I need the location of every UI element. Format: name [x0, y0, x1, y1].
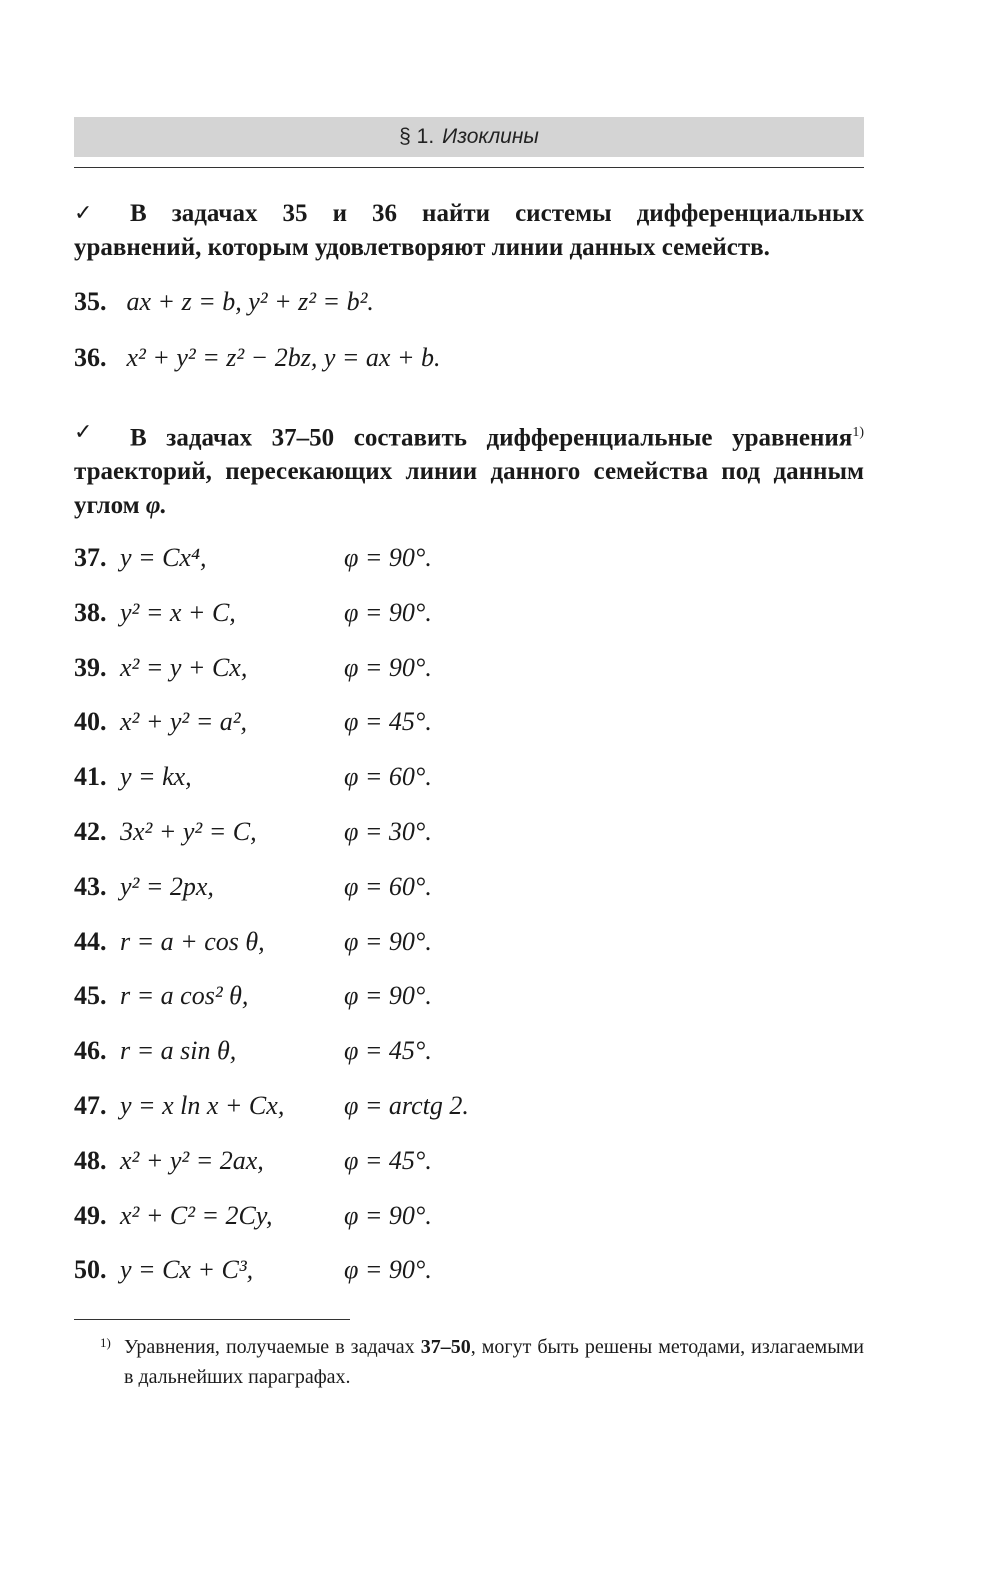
angle-condition: φ = 90°.: [344, 543, 432, 572]
angle-condition: φ = 90°.: [344, 926, 432, 956]
problem-row: [74, 1141, 864, 1181]
angle-condition: φ = 90°.: [344, 1255, 432, 1285]
problem-equation: 3x² + y² = C,: [120, 817, 257, 846]
angle-condition: φ = 45°.: [344, 1036, 432, 1066]
problem-equation: x² + y² = 2ax,: [120, 1145, 264, 1175]
problem-number: 36.: [74, 343, 107, 372]
angle-condition: φ = 30°.: [344, 817, 432, 846]
angle-condition: φ = 90°.: [344, 1200, 432, 1230]
problem-number: 47.: [74, 1091, 107, 1120]
problem-number: 43.: [74, 871, 107, 901]
problem-36: [74, 338, 441, 378]
problem-equation: x² + C² = 2Cy,: [120, 1200, 273, 1230]
problem-equation: r = a + cos θ,: [120, 926, 265, 956]
problem-equation: y = Cx + C³,: [120, 1255, 254, 1285]
problem-35: [74, 282, 374, 322]
problem-row: [74, 812, 864, 852]
problem-equation: y² = 2px,: [120, 871, 214, 901]
problem-number: 41.: [74, 762, 107, 792]
angle-condition: φ = 90°.: [344, 652, 432, 682]
problem-row: [74, 867, 864, 907]
problem-number: 49.: [74, 1200, 107, 1230]
phi-symbol: φ.: [145, 492, 167, 520]
angle-condition: φ = 60°.: [344, 762, 432, 792]
task-intro-text: В задачах 37–50 составить дифференциальные уравнения: [130, 424, 853, 452]
problem-row: [74, 757, 864, 797]
section-title: Изоклины: [442, 125, 539, 148]
problem-equation: y = kx,: [120, 762, 192, 792]
footnote: [100, 1332, 864, 1392]
angle-condition: φ = 60°.: [344, 871, 432, 901]
problem-number: 42.: [74, 817, 107, 846]
angle-condition: φ = 45°.: [344, 707, 432, 737]
task-intro-35-36: [74, 197, 864, 265]
angle-condition: φ = 45°.: [344, 1145, 432, 1175]
checkmark-icon: ✓: [74, 201, 93, 226]
problem-row: [74, 1196, 864, 1236]
problem-number: 39.: [74, 652, 107, 682]
problem-row: [74, 976, 864, 1016]
problem-equation: r = a sin θ,: [120, 1036, 237, 1066]
problem-number: 35.: [74, 287, 107, 316]
problem-row: [74, 1031, 864, 1071]
problem-row: [74, 1250, 864, 1290]
header-divider: [74, 167, 864, 168]
problem-number: 48.: [74, 1145, 107, 1175]
problem-equation: ax + z = b, y² + z² = b².: [126, 287, 374, 316]
footnote-text: [104, 1332, 864, 1392]
angle-condition: φ = arctg 2.: [344, 1091, 469, 1120]
problem-equation: r = a cos² θ,: [120, 981, 249, 1011]
task-intro-text-cont: траекторий, пересекающих линии данного семейства под данным углом: [74, 458, 864, 520]
footnote-divider: [74, 1319, 350, 1320]
problem-equation: y = Cx⁴,: [120, 543, 207, 572]
footnote-text-before: Уравнения, получаемые в задачах: [124, 1336, 415, 1358]
angle-condition: φ = 90°.: [344, 597, 432, 627]
footnote-mark: 1): [100, 1335, 111, 1350]
problem-number: 40.: [74, 707, 107, 737]
problem-equation: y² = x + C,: [120, 597, 236, 627]
problem-number: 50.: [74, 1255, 107, 1285]
footnote-range: 37–50: [420, 1336, 471, 1358]
problem-equation: x² + y² = z² − 2bz, y = ax + b.: [126, 343, 441, 372]
task-intro-37-50: [74, 416, 864, 523]
problem-equation: x² = y + Cx,: [120, 652, 248, 682]
problem-row: [74, 702, 864, 742]
running-header: [74, 117, 864, 157]
problem-row: [74, 1086, 864, 1126]
checkmark-icon: ✓: [74, 420, 93, 445]
problem-number: 38.: [74, 597, 107, 627]
section-number: § 1.: [399, 125, 435, 148]
problem-number: 37.: [74, 543, 107, 572]
problem-row: [74, 593, 864, 633]
task-intro-text: В задачах 35 и 36 найти системы дифференциальных уравнений, которым удовлетворяют линии данных семейств.: [74, 200, 864, 261]
angle-condition: φ = 90°.: [344, 981, 432, 1011]
problem-row: [74, 648, 864, 688]
problem-row: [74, 922, 864, 962]
problem-row: [74, 538, 864, 578]
problem-number: 44.: [74, 926, 107, 956]
problem-number: 46.: [74, 1036, 107, 1066]
footnote-text-after: , могут быть решены методами, излагаемыми в дальнейших параграфах.: [124, 1336, 864, 1388]
problem-equation: y = x ln x + Cx,: [120, 1091, 285, 1120]
footnote-reference: 1): [852, 425, 864, 440]
problem-number: 45.: [74, 981, 107, 1011]
problem-equation: x² + y² = a²,: [120, 707, 248, 737]
